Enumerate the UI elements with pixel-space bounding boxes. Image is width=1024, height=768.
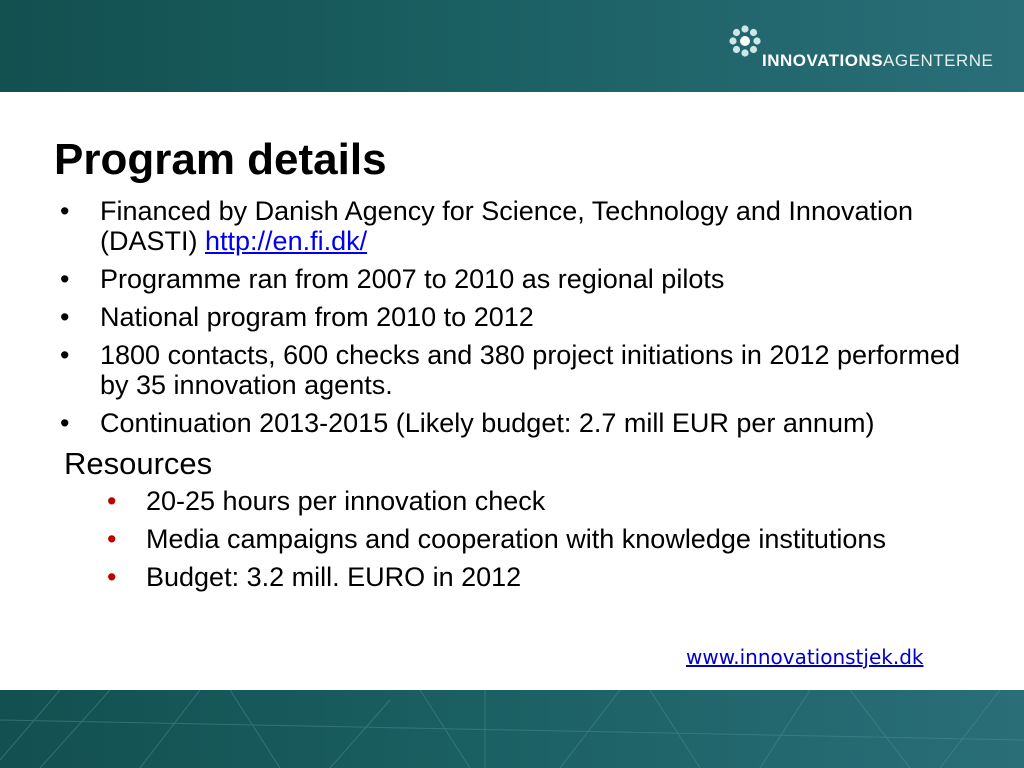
list-item [54, 196, 974, 256]
bullet-icon: • [60, 408, 70, 438]
list-item [54, 302, 974, 332]
footer-decoration [0, 690, 1024, 768]
list-item [54, 408, 974, 438]
flower-logo-icon [728, 24, 762, 58]
innovationstjek-link[interactable]: www.innovationstjek.dk [686, 645, 924, 669]
main-bullet-list [54, 196, 974, 438]
logo-text-light: AGENTERNE [883, 51, 994, 70]
list-item [98, 524, 974, 554]
list-item [98, 486, 974, 516]
page-title: Program details [54, 135, 387, 184]
logo-text-bold: INNOVATIONS [762, 51, 884, 70]
dasti-link[interactable]: http://en.fi.dk/ [205, 226, 368, 256]
list-item [54, 340, 974, 400]
logo[interactable] [728, 24, 998, 80]
bullet-text: Programme ran from 2007 to 2010 as regional pilots [100, 264, 725, 294]
resources-bullet-list [98, 486, 974, 592]
resource-text: 20-25 hours per innovation check [146, 486, 546, 516]
footer-band [0, 690, 1024, 768]
logo-text [762, 51, 993, 71]
red-bullet-icon: • [107, 486, 117, 516]
bullet-icon: • [60, 340, 70, 370]
bullet-text: Continuation 2013-2015 (Likely budget: 2.7 mill EUR per annum) [100, 408, 875, 438]
resource-text: Budget: 3.2 mill. EURO in 2012 [146, 562, 522, 592]
resources-heading: Resources [64, 446, 213, 481]
bullet-text: 1800 contacts, 600 checks and 380 project initiations in 2012 performed by 35 innovation agents. [100, 340, 961, 400]
resource-text: Media campaigns and cooperation with knowledge institutions [146, 524, 886, 554]
bullet-text: Financed by Danish Agency for Science, Technology and Innovation (DASTI) [100, 196, 914, 256]
header-band [0, 0, 1024, 92]
slide-content [54, 196, 974, 600]
list-item [54, 264, 974, 294]
bullet-text: National program from 2010 to 2012 [100, 302, 534, 332]
red-bullet-icon: • [107, 562, 117, 592]
bullet-icon: • [60, 302, 70, 332]
red-bullet-icon: • [107, 524, 117, 554]
bullet-icon: • [60, 196, 70, 226]
list-item [98, 562, 974, 592]
bullet-icon: • [60, 264, 70, 294]
